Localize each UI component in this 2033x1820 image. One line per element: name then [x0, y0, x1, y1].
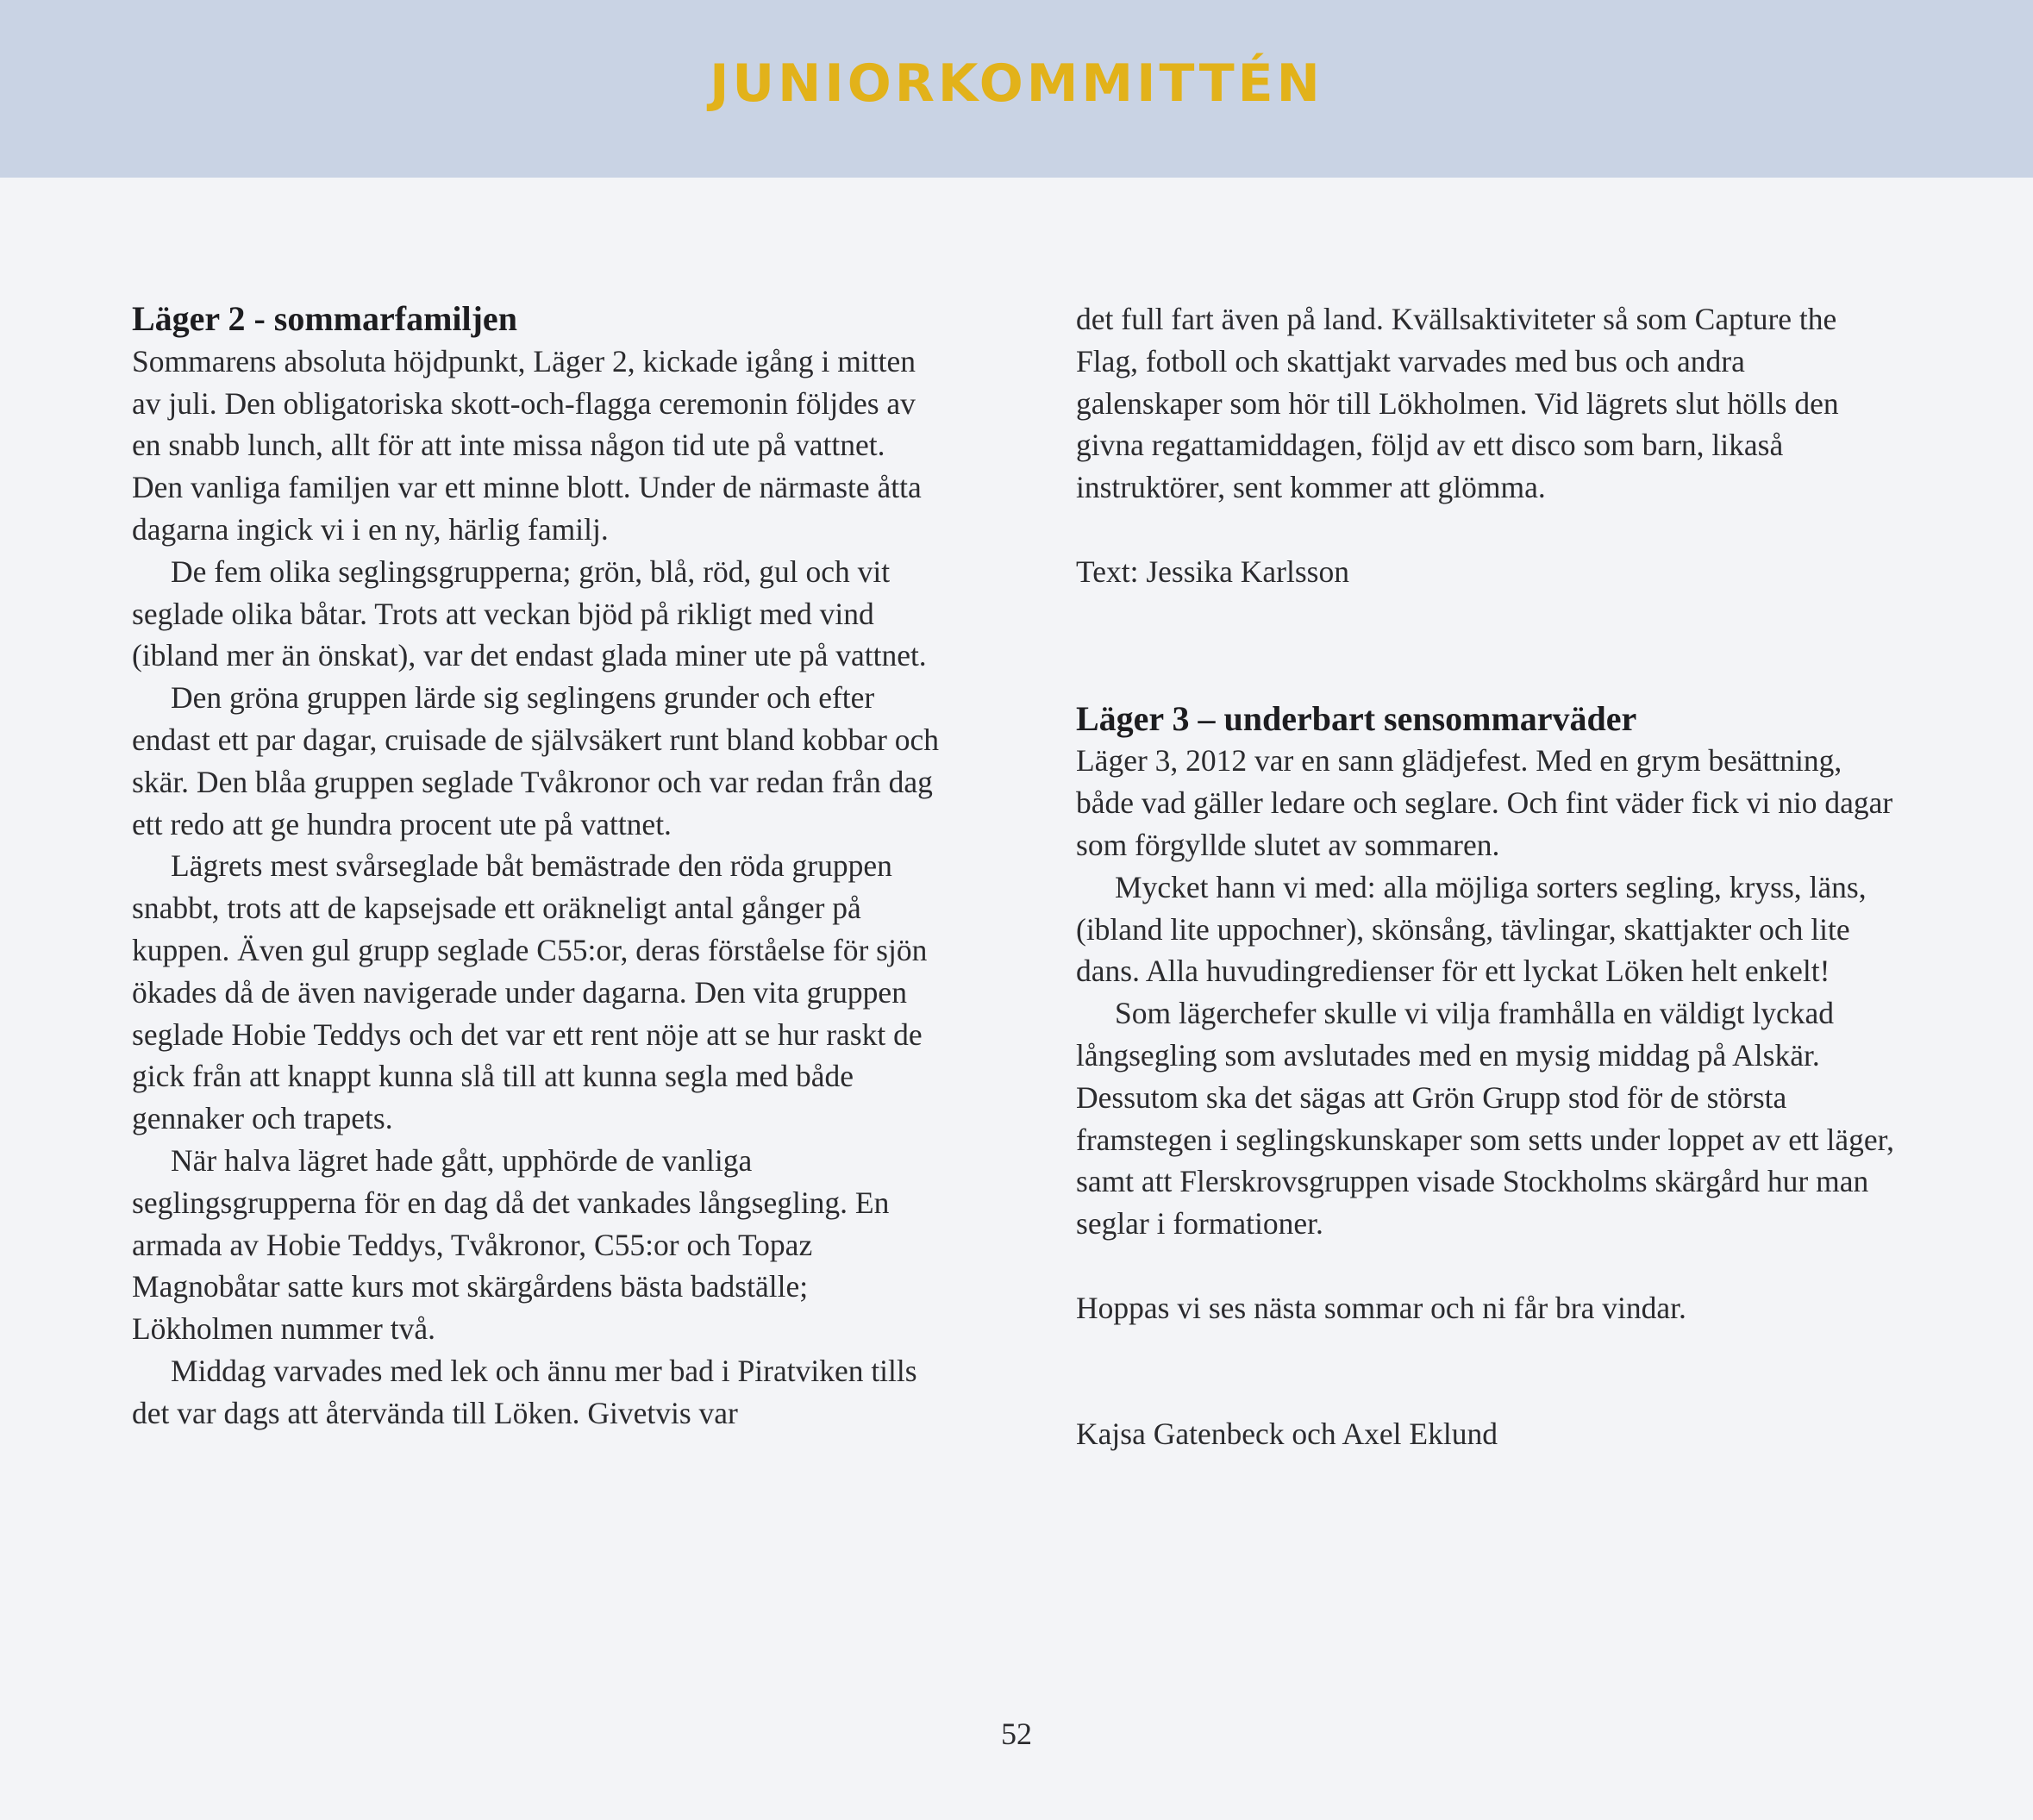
- section-header-band: [0, 0, 2033, 178]
- closing-line: Hoppas vi ses nästa sommar och ni får bra vindar.: [1076, 1290, 1686, 1325]
- body-paragraph: Lägrets mest svårseglade båt bemästrade den röda gruppen snabbt, trots att de kapsejsade ett oräkneligt antal gånger på kuppen. Även gul grupp seglade C55:or, deras förståelse för sjön ökades då de även navigerade under dagarna. Den vita gruppen seglade Hobie Teddys och det var ett rent nöje att se hur raskt de gick från att knappt kunna slå till att kunna segla med både gennaker och trapets.: [132, 848, 928, 1136]
- spacer: [1076, 509, 1895, 551]
- body-paragraph: Den gröna gruppen lärde sig seglingens grunder och efter endast ett par dagar, cruisade de självsäkert runt bland kobbar och skär. Den blåa gruppen seglade Tvåkronor och var redan från dag ett redo att ge hundra procent ute på vattnet.: [132, 680, 940, 841]
- article-signature: Kajsa Gatenbeck och Axel Eklund: [1076, 1417, 1498, 1452]
- body-paragraph: Sommarens absoluta höjdpunkt, Läger 2, kickade igång i mitten av juli. Den obligatoriska skott-och-flagga ceremonin följdes av en snabb lunch, allt för att inte missa någon tid ute på vattnet. Den vanliga familjen var ett minne blott. Under de närmaste åtta dagarna ingick vi i en ny, härlig familj.: [132, 343, 922, 547]
- article-heading-lager-2: Läger 2 - sommarfamiljen: [132, 299, 517, 338]
- body-paragraph: När halva lägret hade gått, upphörde de vanliga seglingsgrupperna för en dag då det vankades långsegling. En armada av Hobie Teddys, Tvåkronor, C55:or och Topaz Magnobåtar satte kurs mot skärgårdens bästa badställe; Lökholmen nummer två.: [132, 1142, 890, 1347]
- body-paragraph: det full fart även på land. Kvällsaktiviteter så som Capture the Flag, fotboll och skattjakt varvades med bus och andra galenskaper som hör till Lökholmen. Vid lägrets slut hölls den givna regattamiddagen, följd av ett disco som barn, likaså instruktörer, sent kommer att glömma.: [1076, 302, 1839, 505]
- body-paragraph: Mycket hann vi med: alla möjliga sorters segling, kryss, läns, (ibland lite uppochner), skönsång, tävlingar, skattjakter och lite dans. Alla huvudingredienser för ett lyckat Löken helt enkelt!: [1076, 869, 1867, 989]
- body-paragraph: De fem olika seglingsgrupperna; grön, blå, röd, gul och vit seglade olika båtar. Trots att veckan bjöd på rikligt med vind (ibland mer än önskat), var det endast glada miner ute på vattnet.: [132, 554, 927, 673]
- left-column: [132, 298, 942, 1435]
- body-paragraph: Som lägerchefer skulle vi vilja framhålla en väldigt lyckad långsegling som avslutades med en mysig middag på Alskär. Dessutom ska det sägas att Grön Grupp stod för de största framstegen i seglingskunskaper som setts under loppet av ett läger, samt att Flerskrovsgruppen visade Stockholms skärgård hur man seglar i formationer.: [1076, 996, 1894, 1241]
- spacer: [1076, 1329, 1895, 1414]
- article-heading-lager-3: Läger 3 – underbart sensommarväder: [1076, 698, 1637, 738]
- body-paragraph: Läger 3, 2012 var en sann glädjefest. Med en grym besättning, både vad gäller ledare och seglare. Och fint väder fick vi nio dagar som förgyllde slutet av sommaren.: [1076, 743, 1893, 862]
- article-byline: Text: Jessika Karlsson: [1076, 554, 1349, 589]
- spacer: [1076, 593, 1895, 698]
- page-number: 52: [1001, 1717, 1032, 1751]
- spacer: [1076, 1245, 1895, 1287]
- section-title: JUNIORKOMMITTÉN: [710, 53, 1323, 114]
- body-paragraph: Middag varvades med lek och ännu mer bad i Piratviken tills det var dags att återvända till Löken. Givetvis var: [132, 1353, 917, 1430]
- right-column: [1076, 298, 1895, 1455]
